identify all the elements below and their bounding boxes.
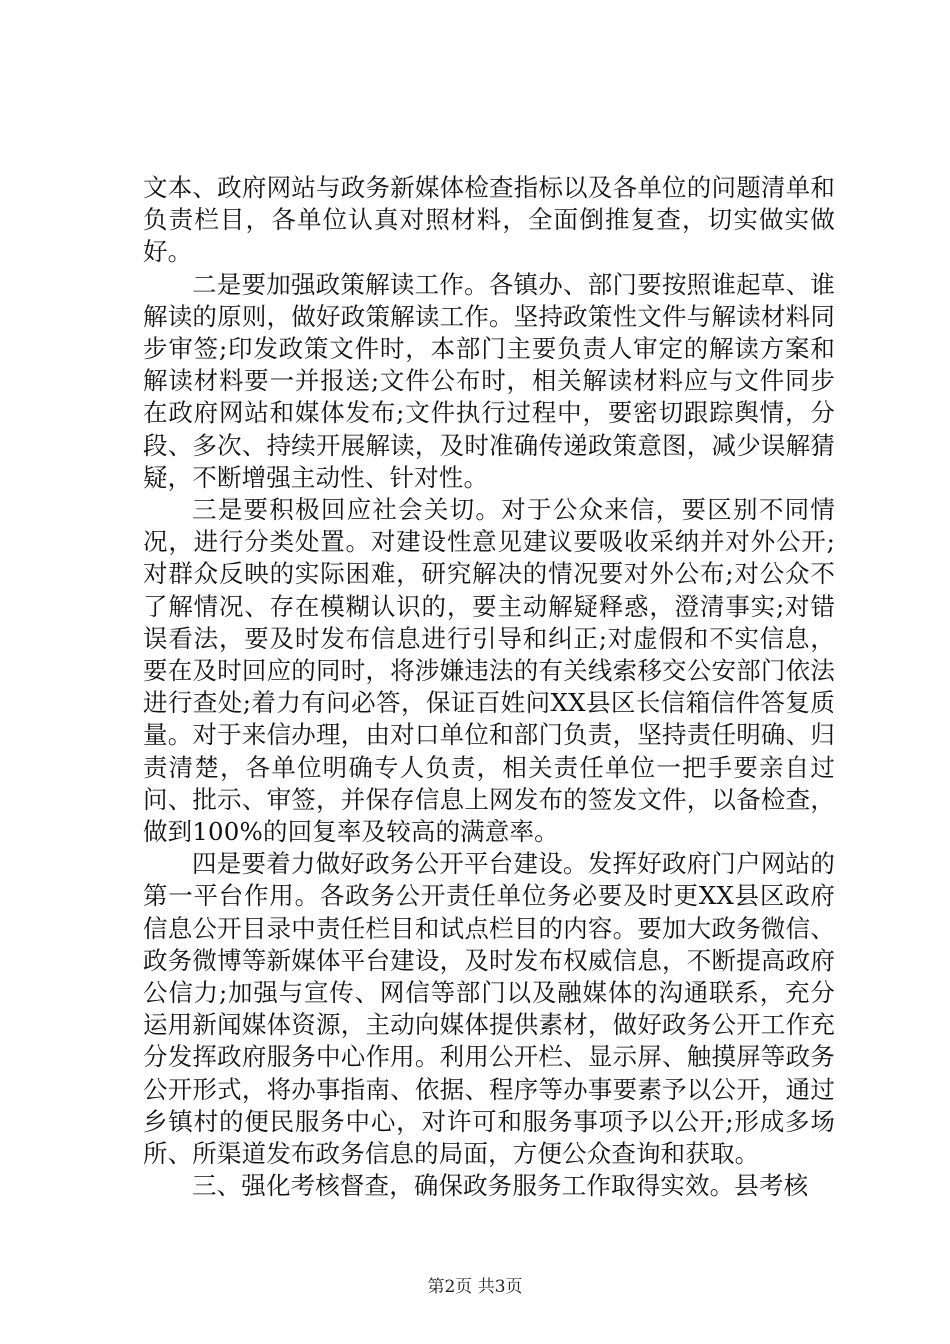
paragraph-platform-construction: 四是要着力做好政务公开平台建设。发挥好政府门户网站的第一平台作用。各政务公开责任单位务必要及时更XX县区政府信息公开目录中责任栏目和试点栏目的内容。要加大政务微信、政务微博等新媒体平台建设，及时发布权威信息，不断提高政府公信力;加强与宣传、网信等部门以及融媒体的沟通联系，充分运用新闻媒体资源，主动向媒体提供素材，做好政务公开工作充分发挥政府服务中心作用。利用公开栏、显示屏、触摸屏等政务公开形式，将办事指南、依据、程序等办事要素予以公开，通过乡镇村的便民服务中心，对许可和服务事项予以公开;形成多场所、所渠道发布政务信息的局面，方便公众查询和获取。 (143, 849, 835, 1169)
paragraph-policy-interpretation: 二是要加强政策解读工作。各镇办、部门要按照谁起草、谁解读的原则，做好政策解读工作。坚持政策性文件与解读材料同步审签;印发政策文件时，本部门主要负责人审定的解读方案和解读材料要一并报送;文件公布时，相关解读材料应与文件同步在政府网站和媒体发布;文件执行过程中，要密切跟踪舆情，分段、多次、持续开展解读，及时准确传递政策意图，减少误解猜疑，不断增强主动性、针对性。 (143, 269, 835, 492)
document-body (143, 172, 835, 1203)
paragraph-assessment-supervision: 三、强化考核督查，确保政务服务工作取得实效。县考核 (192, 1171, 809, 1201)
page-number-footer: 第2页 共3页 (427, 1277, 523, 1297)
paragraph-continuation: 文本、政府网站与政务新媒体检查指标以及各单位的问题清单和负责栏目，各单位认真对照材料，全面倒推复查，切实做实做好。 (143, 173, 835, 267)
paragraph-public-concerns: 三是要积极回应社会关切。对于公众来信，要区别不同情况，进行分类处置。对建设性意见建议要吸收采纳并对外公开;对群众反映的实际困难，研究解决的情况要对外公布;对公众不了解情况、存在模糊认识的，要主动解疑释惑，澄清事实;对错误看法，要及时发布信息进行引导和纠正;对虚假和不实信息，要在及时回应的同时，将涉嫌违法的有关线索移交公安部门依法进行查处;着力有问必答，保证百姓问XX县区长信箱信件答复质量。对于来信办理，由对口单位和部门负责，坚持责任明确、归责清楚，各单位明确专人负责，相关责任单位一把手要亲自过问、批示、审签，并保存信息上网发布的签发文件，以备检查，做到100%的回复率及较高的满意率。 (143, 495, 835, 847)
